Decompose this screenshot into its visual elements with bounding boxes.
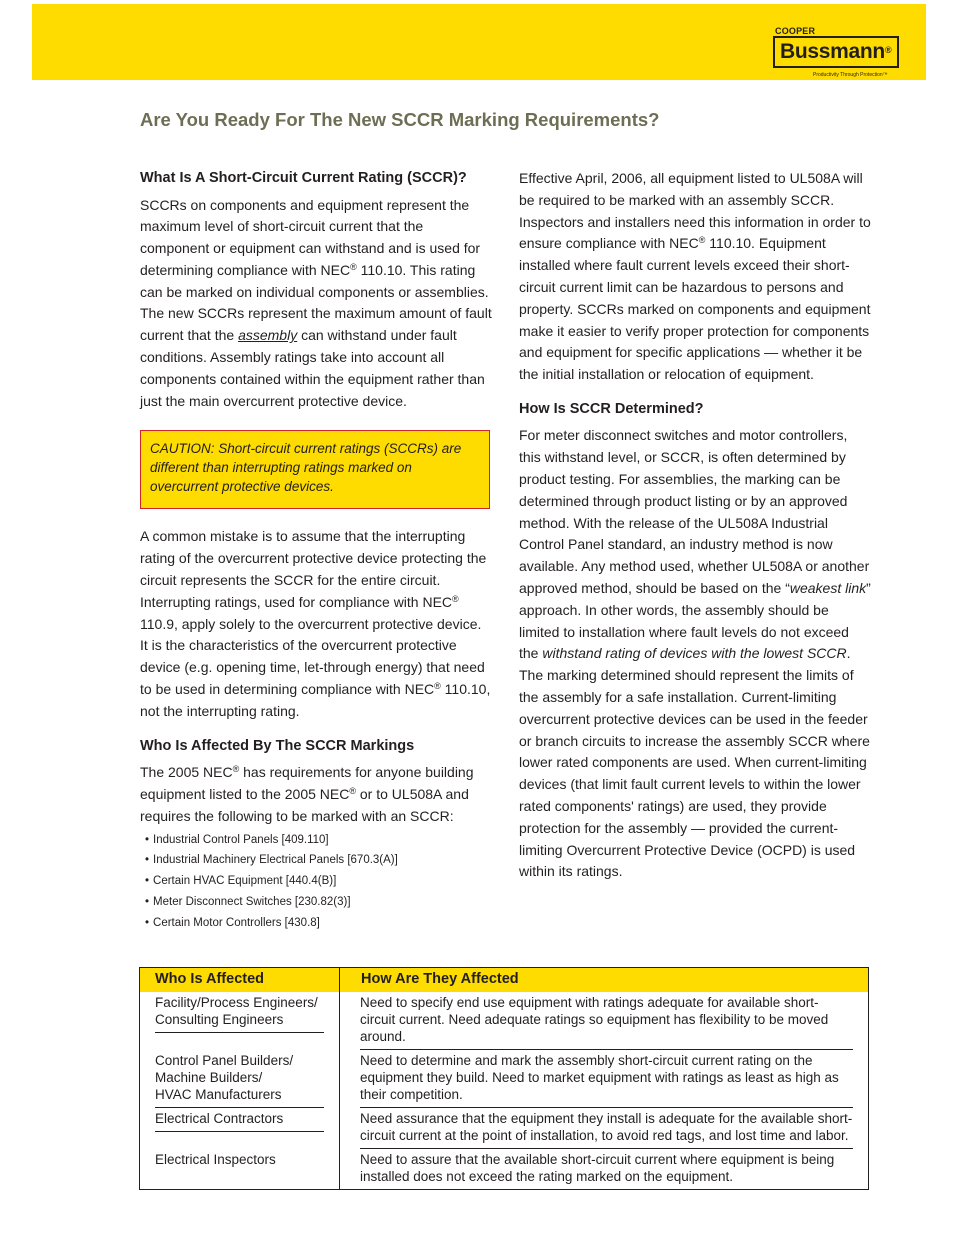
logo-box <box>773 36 899 68</box>
table-cell-who: Control Panel Builders/ Machine Builders/ HVAC Manufacturers <box>155 1050 324 1108</box>
equipment-list <box>140 830 492 934</box>
caution-box: CAUTION: Short-circuit current ratings (SCCRs) are different than interrupting ratings marked on overcurrent protective devices. <box>140 430 490 509</box>
list-item: • Certain Motor Controllers [430.8] <box>140 913 492 934</box>
list-item: • Industrial Machinery Electrical Panels [670.3(A)] <box>140 850 492 871</box>
left-column <box>140 168 492 934</box>
column-header-how: How Are They Affected <box>340 968 869 993</box>
table-cell-who: Electrical Contractors <box>155 1108 324 1132</box>
table-cell-how: Need assurance that the equipment they install is adequate for the available short-circuit current at the point of installation, to avoid red tags, and lost time and labor. <box>360 1108 853 1149</box>
logo-tagline: Productivity Through Protection™ <box>813 72 888 78</box>
paragraph-effective-date: Effective April, 2006, all equipment listed to UL508A will be required to be marked with an assembly SCCR. Inspectors and installers need this information in order to ensure compliance with NEC® 110.10. Equipment installed where fault current levels exceed their short-circuit current limit can be hazardous to persons and property. SCCRs marked on components and equipment make it easier to verify proper protection for components and equipment for specific applications — whether it be the initial installation or relocation of equipment. <box>519 170 871 383</box>
page-title: Are You Ready For The New SCCR Marking Requirements? <box>140 109 660 130</box>
table-row <box>140 992 869 1050</box>
logo-brand-text: Bussmann® <box>780 40 892 63</box>
paragraph-nec-requirements: The 2005 NEC® has requirements for anyone building equipment listed to the 2005 NEC® or to UL508A and requires the following to be marked with an SCCR: <box>140 764 474 824</box>
table-cell-who: Facility/Process Engineers/ Consulting Engineers <box>155 992 324 1033</box>
who-is-affected-table <box>139 967 869 1190</box>
header-band <box>32 4 926 80</box>
table-cell-how: Need to specify end use equipment with ratings adequate for available short-circuit current. Need adequate ratings so equipment has flexibility to be moved around. <box>360 992 853 1050</box>
paragraph-common-mistake: A common mistake is to assume that the interrupting rating of the overcurrent protective device protecting the circuit represents the SCCR for the entire circuit. Interrupting ratings, used for compliance with NEC® 110.9, apply solely to the overcurrent protective device. It is the characteristics of the overcurrent protective device (e.g. opening time, let-through energy) that need to be used in determining compliance with NEC® 110.10, not the interrupting rating. <box>140 528 491 719</box>
heading-how-determined: How Is SCCR Determined? <box>519 400 704 417</box>
list-item: • Certain HVAC Equipment [440.4(B)] <box>140 871 492 892</box>
heading-who-is-affected: Who Is Affected By The SCCR Markings <box>140 737 415 754</box>
table-cell-how: Need to assure that the available short-circuit current where equipment is being installed does not exceed the rating marked on the equipment. <box>360 1152 835 1184</box>
column-header-who: Who Is Affected <box>140 968 340 993</box>
list-item: • Industrial Control Panels [409.110] <box>140 830 492 851</box>
paragraph-determination: For meter disconnect switches and motor controllers, this withstand level, or SCCR, is often determined by product testing. For assemblies, the marking can be determined through product listing or by an approved method. With the release of the UL508A Industrial Control Panel standard, an industry method is now available. Any method used, whether UL508A or another approved method, should be based on the “weakest link” approach. In other words, the assembly should be limited to installation where fault levels do not exceed the withstand rating of devices with the lowest SCCR. The marking determined should represent the limits of the assembly for a safe installation. Current-limiting overcurrent protective devices can be used in the feeder or branch circuits to increase the assembly SCCR where lower rated components are used. When current-limiting devices (that limit fault current levels to within the lower rated components' ratings) are used, they provide protection for the assembly — provided the current-limiting Overcurrent Protective Device (OCPD) is used within its ratings. <box>519 427 871 880</box>
table-row <box>140 1149 869 1190</box>
table-cell-how: Need to determine and mark the assembly short-circuit current rating on the equipment they build. Need to market equipment with ratings as least as high as their competition. <box>360 1050 853 1108</box>
list-item: • Meter Disconnect Switches [230.82(3)] <box>140 892 492 913</box>
paragraph-sccr-definition: SCCRs on components and equipment represent the maximum level of short-circuit current that the component or equipment can withstand and is used for determining compliance with NEC® 110.10. This rating can be marked on individual components or assemblies. The new SCCRs represent the maximum amount of fault current that the assembly can withstand under fault conditions. Assembly ratings take into account all components contained within the equipment rather than just the main overcurrent protective device. <box>140 196 492 409</box>
heading-what-is-sccr: What Is A Short-Circuit Current Rating (SCCR)? <box>140 170 467 186</box>
right-column <box>519 168 871 883</box>
table-row <box>140 1108 869 1149</box>
table-header-row <box>140 968 869 993</box>
logo-cooper-text: COOPER <box>775 26 816 36</box>
bussmann-logo <box>773 26 901 80</box>
table-cell-who: Electrical Inspectors <box>155 1152 276 1167</box>
table-row <box>140 1050 869 1108</box>
